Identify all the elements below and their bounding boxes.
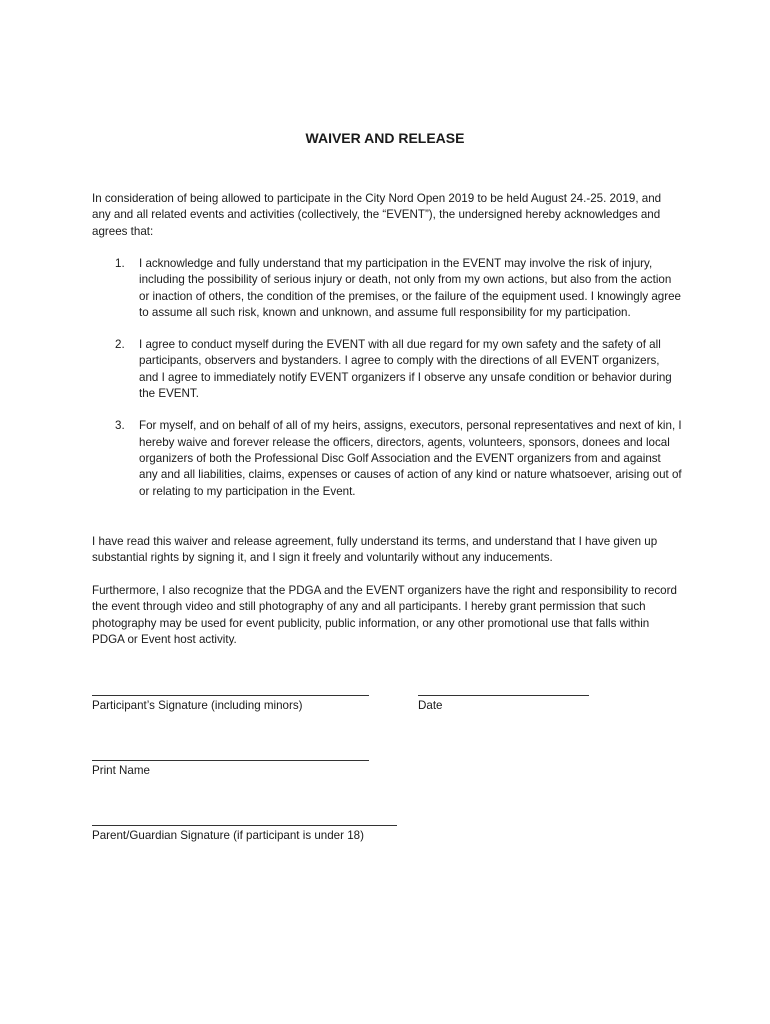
participant-signature-line[interactable] bbox=[92, 695, 369, 696]
date-label: Date bbox=[418, 699, 443, 712]
guardian-signature-line[interactable] bbox=[92, 825, 397, 826]
print-name-label: Print Name bbox=[92, 764, 150, 777]
clause-item bbox=[92, 256, 682, 321]
participant-signature-label: Participant’s Signature (including minors) bbox=[92, 699, 303, 712]
clause-list bbox=[92, 256, 682, 516]
clause-text: I acknowledge and fully understand that my participation in the EVENT may involve the risk of injury, including the possibility of serious injury or death, not only from my own actions, but also from the action or inaction of others, the condition of the premises, or the failure of the equipment used. I knowingly agree to assume all such risk, known and unknown, and assume full responsibility for my participation. bbox=[139, 257, 682, 319]
clause-number: 1. bbox=[115, 257, 125, 270]
clause-item bbox=[92, 418, 682, 499]
print-name-line[interactable] bbox=[92, 760, 369, 761]
clause-number: 3. bbox=[115, 419, 125, 433]
intro-paragraph: In consideration of being allowed to participate in the City Nord Open 2019 to be held August 24.-25. 2019, and any and all related events and activities (collectively, the “EVENT”), the undersigned hereby acknowledges and agrees that: bbox=[92, 192, 662, 238]
clause-text: I agree to conduct myself during the EVENT with all due regard for my own safety and the safety of all participants, observers and bystanders. I agree to comply with the directions of all EVENT organizers, and I agree to immediately notify EVENT organizers if I observe any unsafe condition or behavior during the EVENT. bbox=[139, 338, 672, 401]
photography-paragraph: Furthermore, I also recognize that the PDGA and the EVENT organizers have the right and responsibility to record the event through video and still photography of any and all participants. I hereby grant permission that such photography may be used for event publicity, public information, or any other promotional use that falls within PDGA or Event host activity. bbox=[92, 584, 677, 646]
document-title: WAIVER AND RELEASE bbox=[305, 130, 465, 146]
clause-number: 2. bbox=[115, 338, 125, 352]
guardian-signature-label: Parent/Guardian Signature (if participant is under 18) bbox=[92, 829, 364, 842]
date-line[interactable] bbox=[418, 695, 589, 696]
clause-text: For myself, and on behalf of all of my heirs, assigns, executors, personal representatives and next of kin, I hereby waive and forever release the officers, directors, agents, volunteers, sponsors, donees and local organizers of both the Professional Disc Golf Association and the EVENT organizers from and against any and all liabilities, claims, expenses or causes of action of any kind or nature whatsoever, arising out of or relating to my participation in the Event. bbox=[139, 419, 682, 498]
clause-item bbox=[92, 337, 682, 402]
acknowledgement-paragraph: I have read this waiver and release agreement, fully understand its terms, and understand that I have given up substantial rights by signing it, and I sign it freely and voluntarily without any inducements. bbox=[92, 535, 658, 565]
